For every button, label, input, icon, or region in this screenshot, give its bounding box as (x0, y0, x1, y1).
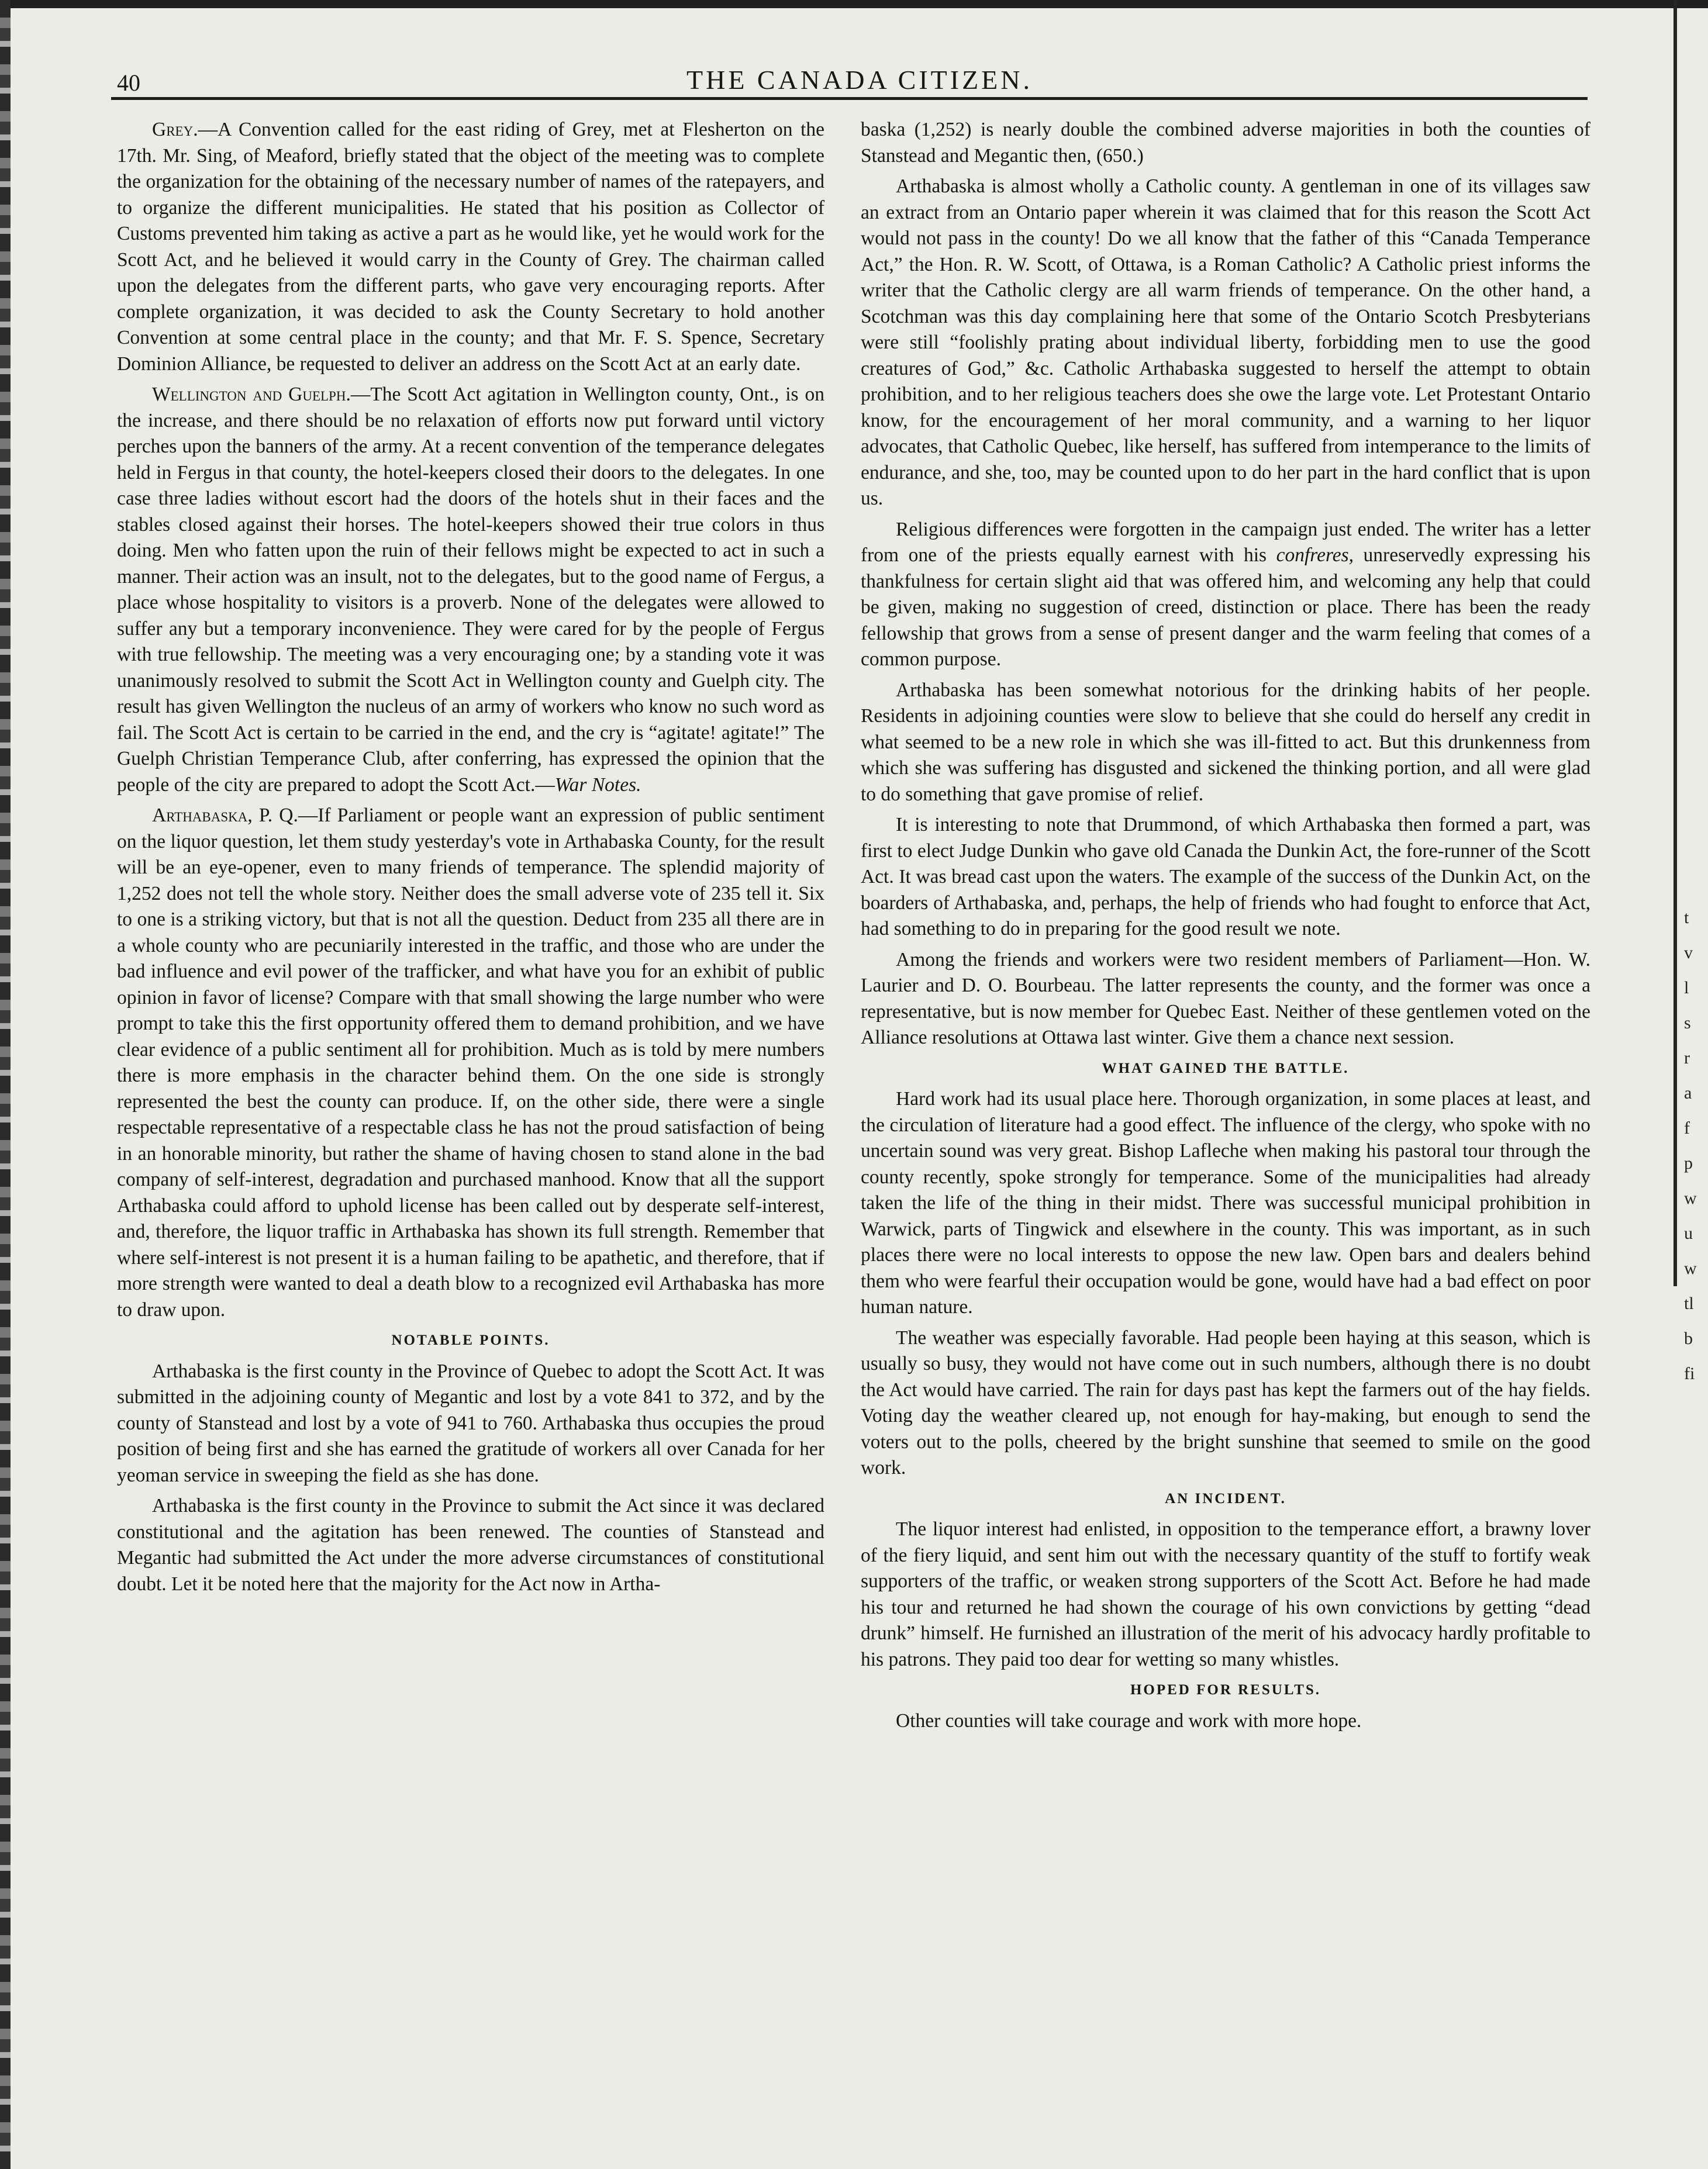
margin-fragment: r (1684, 1048, 1690, 1068)
column-edge-rule (1674, 0, 1677, 1286)
header-rule (111, 97, 1588, 100)
paragraph: Arthabaska is the first county in the Province to submit the Act since it was declared constitutional and the agitation has been renewed. The counties of Stanstead and Megantic had submitted the Act under the more adverse circumstances of constitutional doubt. Let it be noted here that the majority for the Act now in Artha- (117, 1495, 824, 1595)
article-lead: Arthabaska, P. Q. (152, 804, 298, 826)
article-arthabaska (117, 803, 824, 1323)
paragraph: Other counties will take courage and work with more hope. (896, 1709, 1362, 1732)
adjacent-page-fragments (1684, 900, 1707, 1391)
scan-left-edge (0, 0, 11, 2169)
paragraph: The liquor interest had enlisted, in opposition to the temperance effort, a brawny lover of the fiery liquid, and sent him out with the necessary quantity of the stuff to fortify weak supporters of the traffic, or weaken strong supporters of the Scott Act. Before he had made his tour and returned he had shown the courage of his own convictions by getting “dead drunk” himself. He furnished an illustration of the merit of his advocacy hardly profitable to his patrons. They paid too dear for wetting so many whistles. (861, 1518, 1590, 1670)
paragraph-continued: baska (1,252) is nearly double the combined adverse majorities in both the counties of Stanstead and Megantic then, (650.) (861, 119, 1590, 167)
margin-fragment: t (1684, 908, 1689, 927)
paragraph: It is interesting to note that Drummond, of which Arthabaska then formed a part, was first to elect Judge Dunkin who gave old Canada the Dunkin Act, the fore-runner of the Scott Act. It was bread cast upon the waters. The example of the success of the Dunkin Act, on the boarders of Arthabaska, and, perhaps, the help of friends who had fought to enforce that Act, had something to do in preparing for the good result we note. (861, 814, 1590, 940)
margin-fragment: w (1684, 1259, 1697, 1278)
scan-top-edge (0, 0, 1708, 8)
margin-fragment: l (1684, 978, 1689, 997)
paragraph: Hard work had its usual place here. Thorough organization, in some places at least, and the circulation of literature had a good effect. The influence of the clergy, who spoke with no uncertain sound was very great. Bishop Lafleche when making his pastoral tour through the county recently, spoke strongly for temperance. Some of the municipalities had already taken the life of the thing in their midst. There was successful municipal prohibition in Warwick, parts of Tingwick and elsewhere in the county. This was important, as in such places there were no local interests to oppose the new law. Open bars and dealers behind them who were fearful their occupation would be gone, would have had a bad effect on poor human nature. (861, 1088, 1590, 1318)
article-wellington (117, 382, 824, 798)
margin-fragment: b (1684, 1329, 1693, 1348)
paragraph (861, 517, 1590, 673)
article-lead: Grey. (152, 119, 198, 140)
paragraph: Arthabaska is almost wholly a Catholic county. A gentleman in one of its villages saw an extract from an Ontario paper wherein it was claimed that for this reason the Scott Act would not pass in the county! Do we all know that the father of this “Canada Temperance Act,” the Hon. R. W. Scott, of Ottawa, is a Roman Catholic? A Catholic priest informs the writer that the Catholic clergy are all warm friends of temperance. On the other hand, a Scotchman was this day complaining here that some of the Ontario Scotch Presbyterians were still “foolishly prating about individual liberty, forbidding men to use the good creatures of God,” &c. Catholic Arthabaska suggested to herself the attempt to obtain prohibition, and to her religious teachers does she owe the large vote. Let Protestant Ontario know, for the encouragement of her moral community, and a warning to her liquor advocates, that Catholic Quebec, like herself, has suffered from intemperance to the limits of endurance, and she, too, may be counted upon to do her part in the hard conflict that is upon us. (861, 175, 1590, 509)
article-body: —If Parliament or people want an expression of public sentiment on the liquor question, let them study yesterday's vote in Arthabaska County, for the result will be an eye-opener, even to many friends of temperance. The splendid majority of 1,252 does not tell the whole story. Neither does the small adverse vote of 235 tell it. Six to one is a striking victory, but that is not all the question. Deduct from 235 all there are in a whole county who are pecuniarily interested in the traffic, and those who are under the bad influence and evil power of the trafficker, and what have you for an exhibit of public opinion in favor of license? Compare with that small showing the large number who were prompt to take this the first opportunity offered them to demand prohibition, and we have clear evidence of a public sentiment all for prohibition. Much as is told by mere numbers there is more emphasis in the character behind them. On the one side is strongly represented the best the county can produce. If, on the other side, there were a single respectable representative of a respectable class he has not the proud satisfaction of being in an honorable minority, but rather the shame of having chosen to stand alone in the bad company of self-interest, degradation and purchased manhood. Know that all the support Arthabaska could afford to uphold license has been called out by desperate self-interest, and, therefore, the liquor traffic in Arthabaska has shown its full strength. Remember that where self-interest is not present it is a human failing to be apathetic, and therefore, that if more strength were wanted to deal a death blow to a recognized evil Arthabaska has more to draw upon. (117, 804, 825, 1321)
margin-fragment: s (1684, 1013, 1691, 1032)
article-source: War Notes. (554, 773, 641, 796)
italic-word: confreres, (1276, 544, 1354, 566)
article-body: —A Convention called for the east riding of Grey, met at Flesherton on the 17th. Mr. Sing, of Meaford, briefly stated that the object of the meeting was to complete the organization for the obtaining of the necessary number of names of the ratepayers, and to organize the different municipalities. He stated that his position as Collector of Customs prevented him taking as active a part as he would like, yet he would work for the Scott Act, and he believed it would carry in the County of Grey. The chairman called upon the delegates from the different parts, who gave very encouraging reports. After complete organization, it was decided to ask the County Secretary to hold another Convention at some central place in the county; and that Mr. F. S. Spence, Secretary Dominion Alliance, be requested to deliver an address on the Scott Act at an early date. (117, 119, 824, 375)
margin-fragment: fi (1684, 1364, 1695, 1383)
margin-fragment: p (1684, 1153, 1693, 1173)
article-lead: Wellington and Guelph. (152, 384, 351, 405)
right-column (861, 117, 1590, 1739)
article-body: —The Scott Act agitation in Wellington county, Ont., is on the increase, and there should be no relaxation of efforts now put forward until victory perches upon the banners of the army. At a recent convention of the temperance delegates held in Fergus in that county, the hotel-keepers closed their doors to the delegates. In one case three ladies without escort had the doors of the hotels shut in their faces and the stables closed against their horses. The hotel-keepers showed their true colors in thus doing. Men who fatten upon the ruin of their fellows might be expected to act in such a manner. Their action was an insult, not to the delegates, but to the good name of Fergus, a place whose hospitality to visitors is a proverb. None of the delegates were allowed to suffer any but a temporary inconvenience. They were cared for by the people of Fergus with true fellowship. The meeting was a very encouraging one; by a standing vote it was unanimously resolved to submit the Scott Act in Wellington county and Guelph city. The result has given Wellington the nucleus of an army of workers who know no such word as fail. The Scott Act is certain to be carried in the end, and the cry is “agitate! agitate!” The Guelph Christian Temperance Club, after conferring, has expressed the opinion that the people of the city are prepared to adopt the Scott Act.— (117, 384, 824, 796)
margin-fragment: f (1684, 1118, 1690, 1138)
section-heading-hoped: HOPED FOR RESULTS. (1130, 1682, 1321, 1698)
paragraph-text: unreservedly expressing his thankfulness for certain slight aid that was offered him, and welcoming any help that could be given, making no suggestion of creed, distinction or place. There has been the ready fellowship that grows from a sense of present danger and the warm feeling that comes of a common purpose. (861, 544, 1590, 670)
margin-fragment: tl (1684, 1294, 1694, 1313)
paragraph: The weather was especially favorable. Had people been haying at this season, which is usually so busy, they would not have come out in such numbers, although there is no doubt the Act would have carried. The rain for days past has kept the farmers out of the hay fields. Voting day the weather cleared up, not enough for hay-making, but enough to send the voters out to the polls, cheered by the bright sunshine that seemed to smile on the good work. (861, 1327, 1590, 1479)
paragraph-text: Religious differences were forgotten in the campaign just ended. The writer has a letter from one of the priests equally earnest with his (861, 518, 1590, 566)
section-heading-notable-points: NOTABLE POINTS. (391, 1332, 550, 1348)
section-heading-battle: WHAT GAINED THE BATTLE. (1102, 1060, 1350, 1076)
left-column (117, 117, 824, 1602)
paragraph: Arthabaska is the first county in the Province of Quebec to adopt the Scott Act. It was submitted in the adjoining county of Megantic and lost by a vote 841 to 372, and by the county of Stanstead and lost by a vote of 941 to 760. Arthabaska thus occupies the proud position of being first and she has earned the gratitude of workers all over Canada for her yeoman service in sweeping the field as she has done. (117, 1360, 824, 1486)
margin-fragment: u (1684, 1224, 1693, 1243)
section-heading-incident: AN INCIDENT. (1165, 1490, 1286, 1507)
masthead-title: THE CANADA CITIZEN. (686, 65, 1033, 95)
paragraph: Among the friends and workers were two resident members of Parliament—Hon. W. Laurier and D. O. Bourbeau. The latter represents the county, and the former was once a representative, but is now member for Quebec East. Neither of these gentlemen voted on the Alliance resolutions at Ottawa last winter. Give them a chance next session. (861, 948, 1590, 1048)
margin-fragment: a (1684, 1083, 1692, 1103)
margin-fragment: v (1684, 943, 1693, 962)
article-grey (117, 117, 824, 377)
margin-fragment: w (1684, 1189, 1697, 1208)
paragraph: Arthabaska has been somewhat notorious for the drinking habits of her people. Residents in adjoining counties were slow to believe that she could do herself any credit in what seemed to be a new role in which she was ill-fitted to act. But this drunkenness from which she was suffering has disgusted and sickened the thinking portion, and all were glad to do something that gave promise of relief. (861, 679, 1590, 805)
page-number: 40 (117, 70, 140, 96)
